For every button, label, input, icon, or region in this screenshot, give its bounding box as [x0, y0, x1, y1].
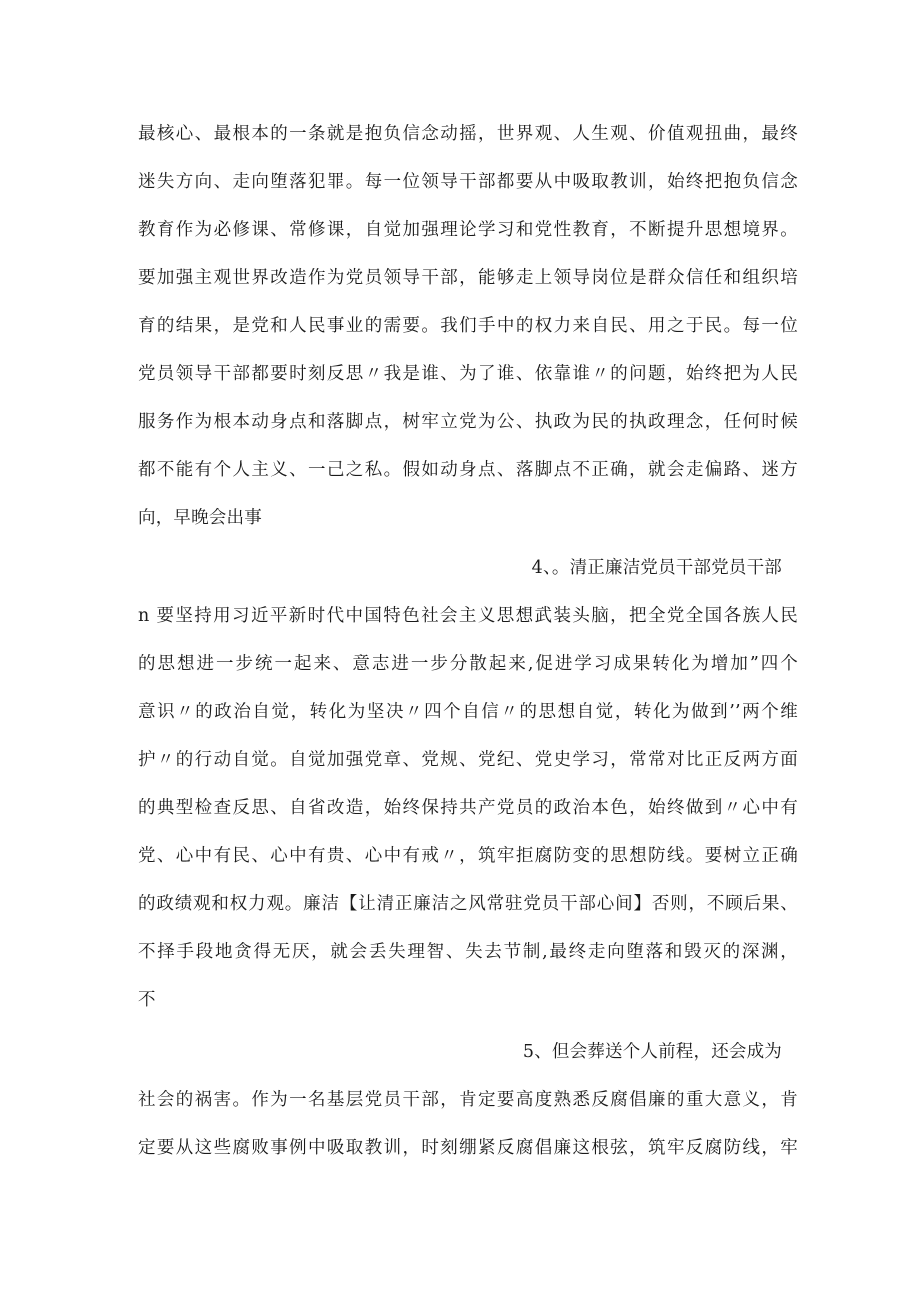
paragraph2-line: 意识〃的政治自觉，转化为坚决〃四个自信〃的思想自觉，转化为做到’’两个维 [138, 702, 798, 722]
paragraph2-line: 党、心中有民、心中有贵、心中有戒〃，筑牢拒腐防变的思想防线。要树立正确 [138, 846, 798, 866]
paragraph1-line: 要加强主观世界改造作为党员领导干部，能够走上领导岗位是群众信任和组织培 [138, 268, 798, 288]
paragraph1-line: 党员领导干部都要时刻反思〃我是谁、为了谁、依靠谁〃的问题，始终把为人民 [138, 364, 798, 384]
paragraph1-line: 迷失方向、走向堕落犯罪。每一位领导干部都要从中吸取教训，始终把抱负信念 [138, 172, 798, 192]
paragraph1-line: 服务作为根本动身点和落脚点，树牢立党为公、执政为民的执政理念，任何时候 [138, 412, 798, 432]
paragraph2-line: 的典型检查反思、自省改造，始终保持共产党员的政治本色，始终做到〃心中有 [138, 798, 798, 818]
paragraph1-line: 最核心、最根本的一条就是抱负信念动摇，世界观、人生观、价值观扭曲，最终 [138, 124, 798, 144]
paragraph2-line: 护〃的行动自觉。自觉加强党章、党规、党纪、党史学习，常常对比正反两方面 [138, 750, 798, 770]
paragraph2-line: 不 [138, 990, 156, 1010]
paragraph2-line: n 要坚持用习近平新时代中国特色社会主义思想武装头脑，把全党全国各族人民 [138, 606, 798, 626]
section-heading-4: 4、。清正廉洁党员干部党员干部 [531, 558, 782, 578]
paragraph3-line: 定要从这些腐败事例中吸取教训，时刻绷紧反腐倡廉这根弦，筑牢反腐防线，牢 [138, 1138, 798, 1158]
section-heading-5: 5、但会葬送个人前程，还会成为 [522, 1042, 782, 1062]
paragraph2-line: 的政绩观和权力观。廉洁【让清正廉洁之风常驻党员干部心间】否则，不顾后果、 [138, 894, 798, 914]
paragraph1-line: 教育作为必修课、常修课，自觉加强理论学习和党性教育，不断提升思想境界。 [138, 220, 798, 240]
paragraph1-line: 向，早晚会出事 [138, 508, 262, 528]
paragraph1-line: 育的结果，是党和人民事业的需要。我们手中的权力来自民、用之于民。每一位 [138, 316, 798, 336]
paragraph1-line: 都不能有个人主义、一己之私。假如动身点、落脚点不正确，就会走偏路、迷方 [138, 460, 798, 480]
paragraph2-line: 的思想进一步统一起来、意志进一步分散起来,促进学习成果转化为增加”四个 [138, 654, 798, 674]
paragraph3-line: 社会的祸害。作为一名基层党员干部，肯定要高度熟悉反腐倡廉的重大意义，肯 [138, 1090, 798, 1110]
paragraph2-line: 不择手段地贪得无厌，就会丢失理智、失去节制,最终走向堕落和毁灭的深渊， [138, 942, 798, 962]
